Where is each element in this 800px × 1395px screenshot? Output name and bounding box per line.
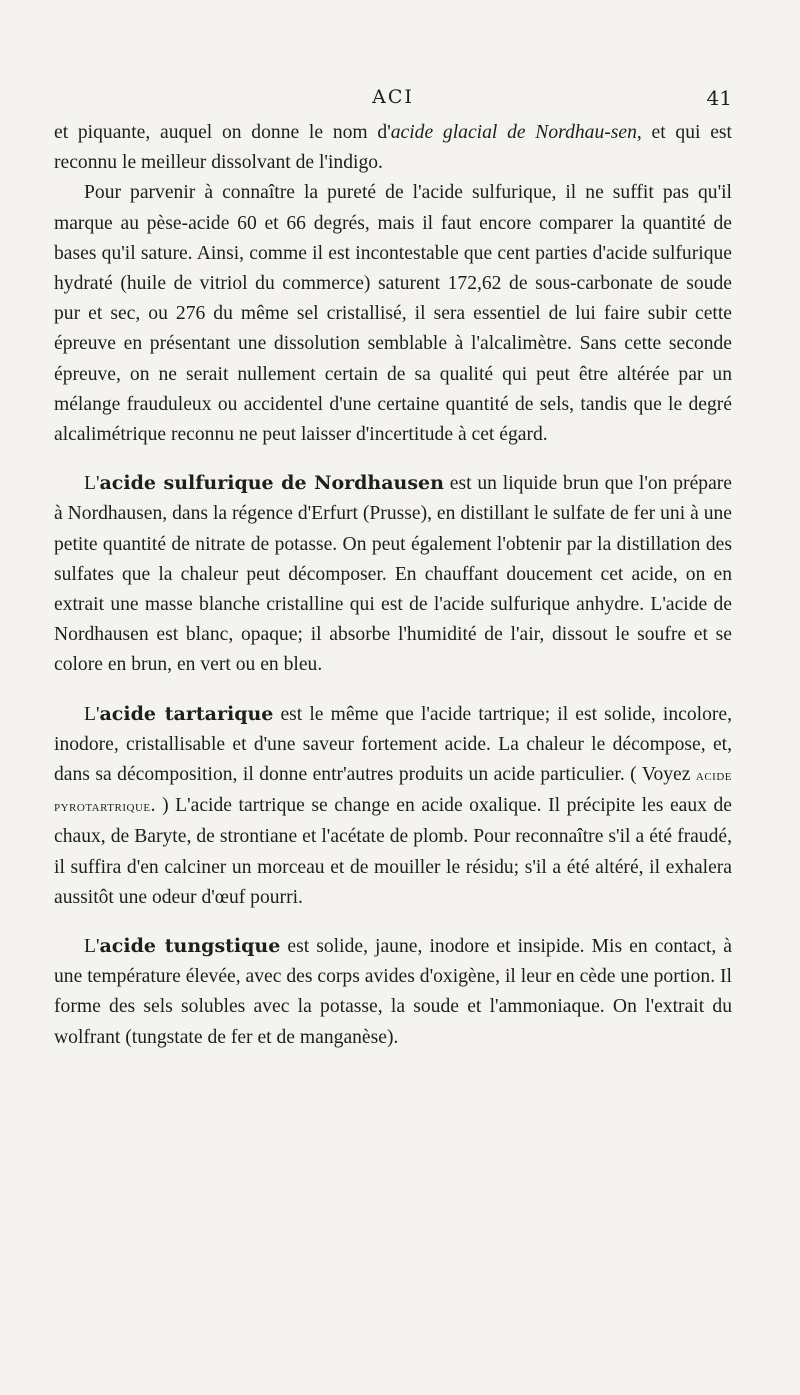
page-header xyxy=(54,86,732,116)
paragraph-purity-test: Pour parvenir à connaître la pureté de l'acide sulfurique, il ne suffit pas qu'il marque au pèse-acide 60 et 66 degrés, mais il faut encore comparer la quantité de bases qu'il sature. Ainsi, comme il est incontestable que cent parties d'acide sulfurique hydraté (huile de vitriol du commerce) saturent 172,62 de sous-carbonate de soude pur et sec, ou 276 du même sel cristallisé, il sera essentiel de lui faire subir cette épreuve en présentant une dissolution semblable à l'alcalimètre. Sans cette seconde épreuve, on ne serait nullement certain de sa qualité qui peut être altérée par un mélange frauduleux ou accidentel d'une certaine quantité de sels, tandis que le degré alcalimétrique reconnu ne peut laisser d'incertitude à cet égard. xyxy=(54,182,732,446)
italic-term: acide glacial de Nordhau-sen xyxy=(390,122,637,143)
page-number: 41 xyxy=(706,86,732,110)
entry-article: L' xyxy=(84,703,100,725)
entry-headword: acide tartarique xyxy=(99,702,274,725)
entry-text: est un liquide brun que l'on prépare à Nordhausen, dans la régence d'Erfurt (Prusse), en distillant le sulfate de fer uni à une petite quantité de nitrate de potasse. On peut également l'obtenir par la distillation des sulfates que la chaleur peut décomposer. En chauffant doucement cet acide, on en extrait une masse blanche cristalline qui est de l'acide sulfurique anhydre. L'acide de Nordhausen est blanc, opaque; il absorbe l'humidité de l'air, dissout le soufre et se colore en brun, en vert ou en bleu. xyxy=(54,473,732,676)
entry-headword: acide tungstique xyxy=(99,935,281,958)
entry-text: est le même que l'acide tartrique; il est solide, incolore, inodore, cristallisable et d'une saveur fortement acide. La chaleur le décompose, et, dans sa décomposition, il donne entr'autres produits un acide particulier. ( Voyez xyxy=(54,703,733,786)
entry-acide-tungstique xyxy=(54,931,732,1053)
paragraph-text: et piquante, auquel on donne le nom d' xyxy=(54,122,391,143)
entry-text: . ) L'acide tartrique se change en acide oxalique. Il précipite les eaux de chaux, de Baryte, de strontiane et l'acétate de plomb. Pour reconnaître s'il a été fraudé, il suffira d'en calciner un morceau et de mouiller le résidu; s'il a été altéré, il exhalera aussitôt une odeur d'œuf pourri. xyxy=(54,795,732,908)
entry-article: L' xyxy=(84,936,100,958)
cross-reference: acide pyrotartrique xyxy=(54,767,732,816)
entry-text: est solide, jaune, inodore et insipide. Mis en contact, à une température élevée, avec des corps avides d'oxigène, il leur en cède une portion. Il forme des sels solubles avec la potasse, la soude et l'ammoniaque. On l'extrait du wolfrant (tungstate de fer et de manganèse). xyxy=(54,936,733,1048)
entry-acide-sulfurique-nordhausen xyxy=(54,468,732,680)
body-text xyxy=(54,118,732,1053)
paragraph-glacial-acid xyxy=(54,118,732,178)
entry-acide-tartarique xyxy=(54,699,732,913)
entry-headword: acide sulfurique de Nordhausen xyxy=(99,472,444,495)
paragraph-text: , et qui est reconnu le meilleur dissolvant de l'indigo. xyxy=(54,122,732,174)
entry-article: L' xyxy=(84,473,100,495)
running-head: ACI xyxy=(372,86,414,108)
